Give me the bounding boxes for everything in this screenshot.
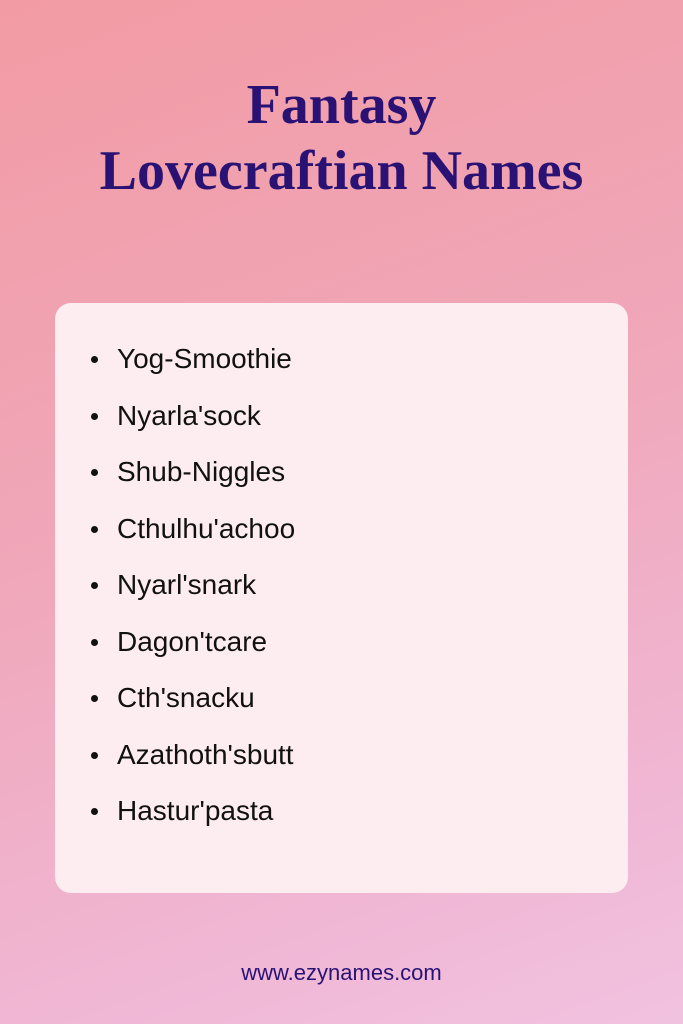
bullet-icon (91, 582, 98, 589)
title-line-2: Lovecraftian Names (99, 140, 584, 202)
bullet-icon (91, 356, 98, 363)
names-card (55, 303, 628, 893)
name-text: Shub-Niggles (117, 456, 286, 488)
bullet-icon (91, 526, 98, 533)
name-text: Cth'snacku (117, 682, 255, 714)
name-text: Azathoth'sbutt (117, 738, 294, 770)
list-item (55, 614, 628, 671)
list-item (55, 331, 628, 388)
list-item (55, 783, 628, 840)
list-item (55, 557, 628, 614)
list-item (55, 727, 628, 784)
name-text: Dagon'tcare (117, 625, 268, 657)
name-text: Nyarla'sock (117, 399, 261, 431)
bullet-icon (91, 695, 98, 702)
bullet-icon (91, 469, 98, 476)
title-line-1: Fantasy (246, 74, 437, 136)
bullet-icon (91, 752, 98, 759)
names-list (55, 331, 628, 840)
list-item (55, 444, 628, 501)
footer-website: www.ezynames.com (241, 960, 442, 985)
page-title (0, 72, 683, 204)
list-item (55, 388, 628, 445)
bullet-icon (91, 413, 98, 420)
name-text: Hastur'pasta (117, 795, 274, 827)
list-item (55, 670, 628, 727)
bullet-icon (91, 639, 98, 646)
name-text: Nyarl'snark (117, 569, 257, 601)
list-item (55, 501, 628, 558)
name-text: Cthulhu'achoo (117, 512, 296, 544)
name-text: Yog-Smoothie (117, 343, 292, 375)
bullet-icon (91, 808, 98, 815)
